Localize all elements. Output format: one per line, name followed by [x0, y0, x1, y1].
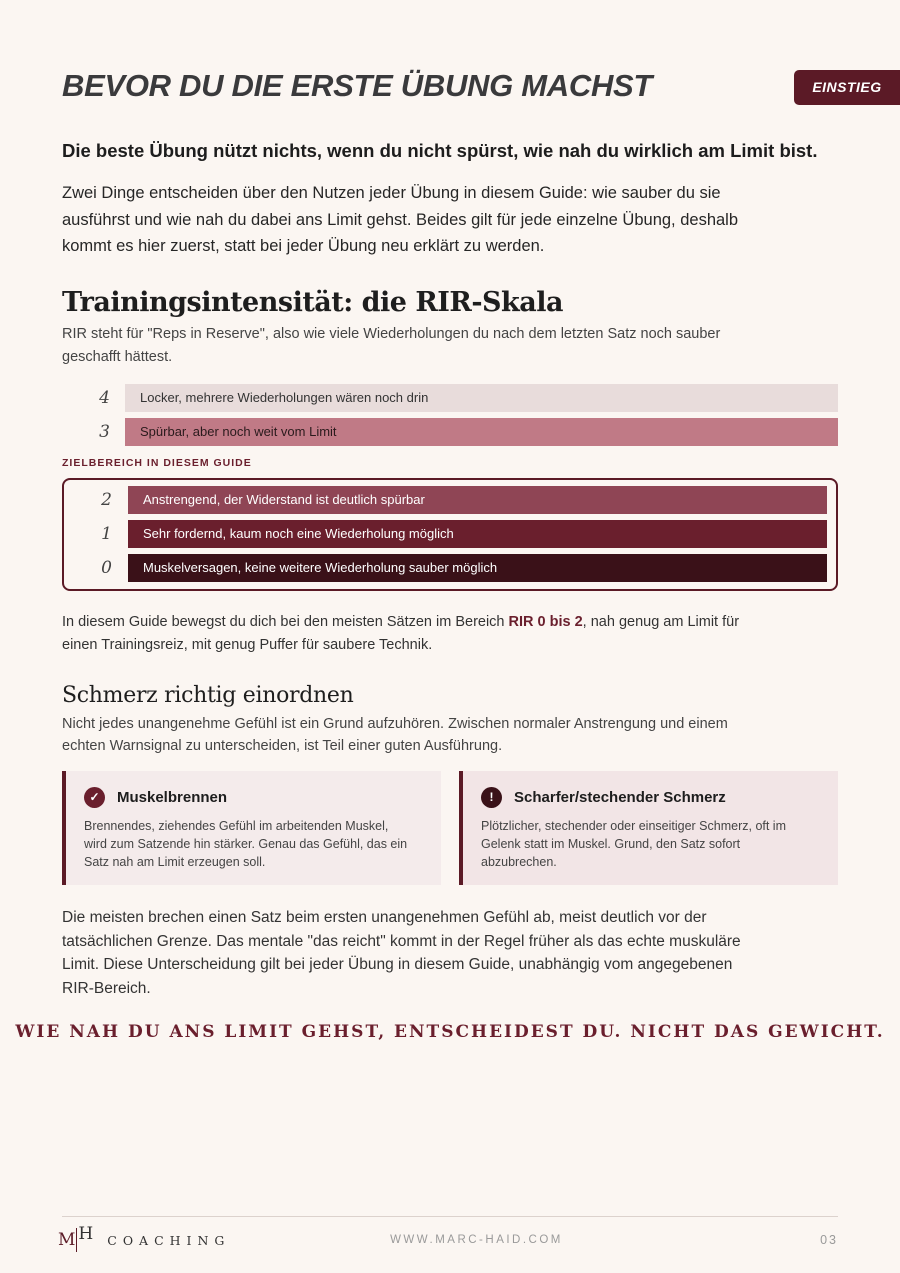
- card-body: Brennendes, ziehendes Gefühl im arbeitenden Muskel, wird zum Satzende hin stärker. Genau das Gefühl, das ein Satz nah am Limit erzeugen soll.: [84, 819, 408, 869]
- footer-url: WWW.MARC-HAID.COM: [390, 1234, 563, 1246]
- rir-highlight: RIR 0 bis 2: [508, 614, 583, 630]
- lead-text: Die beste Übung nützt nichts, wenn du nicht spürst, wie nah du wirklich am Limit bist.: [62, 140, 818, 161]
- page-title: BEVOR DU DIE ERSTE ÜBUNG MACHST: [62, 68, 653, 103]
- rir-bar: Spürbar, aber noch weit vom Limit: [125, 418, 838, 446]
- footer-divider: [62, 1216, 838, 1217]
- rir-heading: Trainingsintensität: die RIR-Skala: [62, 287, 564, 318]
- intro-paragraph: Zwei Dinge entscheiden über den Nutzen jeder Übung in diesem Guide: wie sauber du sie ausführst und wie nah du dabei ans Limit gehst. Beides gilt für jede einzelne Übung, deshalb kommt es hier zuerst, statt bei jeder Übung neu erklärt zu werden.: [62, 184, 739, 255]
- section-badge: EINSTIEG: [794, 70, 900, 105]
- card-body: Plötzlicher, stechender oder einseitiger Schmerz, oft im Gelenk statt im Muskel. Grund, den Satz sofort abzubrechen.: [481, 819, 786, 869]
- rir-value: 1: [101, 524, 112, 544]
- closing-quote: WIE NAH DU ANS LIMIT GEHST, ENTSCHEIDEST DU. NICHT DAS GEWICHT.: [15, 1022, 885, 1042]
- logo-text: COACHING: [107, 1232, 231, 1248]
- rir-value: 0: [101, 558, 112, 578]
- rir-value: 2: [101, 490, 112, 510]
- sharp-pain-card: [459, 771, 838, 885]
- muscle-burn-card: [62, 771, 441, 885]
- page-number: 03: [820, 1233, 838, 1247]
- rir-value: 4: [99, 388, 110, 408]
- check-icon: ✓: [84, 787, 105, 808]
- rir-bar: Sehr fordernd, kaum noch eine Wiederholung möglich: [128, 520, 827, 548]
- logo-m: M: [58, 1230, 76, 1250]
- rir-bar: Muskelversagen, keine weitere Wiederholung sauber möglich: [128, 554, 827, 582]
- pain-heading: Schmerz richtig einordnen: [62, 683, 354, 708]
- rir-bar: Locker, mehrere Wiederholungen wären noch drin: [125, 384, 838, 412]
- rir-bar: Anstrengend, der Widerstand ist deutlich spürbar: [128, 486, 827, 514]
- exclamation-icon: !: [481, 787, 502, 808]
- rir-value: 3: [99, 422, 110, 442]
- rir-summary: In diesem Guide bewegst du dich bei den meisten Sätzen im Bereich RIR 0 bis 2, nah genug am Limit für einen Trainingsreiz, mit genug Puffer für saubere Technik.: [62, 614, 740, 653]
- card-title: Muskelbrennen: [117, 789, 228, 806]
- logo-h: H: [78, 1224, 94, 1244]
- card-title: Scharfer/stechender Schmerz: [514, 789, 726, 806]
- rir-description: RIR steht für "Reps in Reserve", also wie viele Wiederholungen du nach dem letzten Satz noch sauber geschafft hättest.: [62, 326, 721, 365]
- pain-description: Nicht jedes unangenehme Gefühl ist ein Grund aufzuhören. Zwischen normaler Anstrengung und einem echten Warnsignal zu unterscheiden, ist Teil einer guten Ausführung.: [62, 716, 728, 754]
- pain-paragraph: Die meisten brechen einen Satz beim ersten unangenehmen Gefühl ab, meist deutlich vor der tatsächlichen Grenze. Das mentale "das reicht" kommt in der Regel früher als das echte muskuläre Limit. Diese Unterscheidung gilt bei jeder Übung in diesem Guide, unabhängig vom angegebenen RIR-Bereich.: [62, 909, 741, 997]
- target-zone-label: ZIELBEREICH IN DIESEM GUIDE: [62, 457, 252, 469]
